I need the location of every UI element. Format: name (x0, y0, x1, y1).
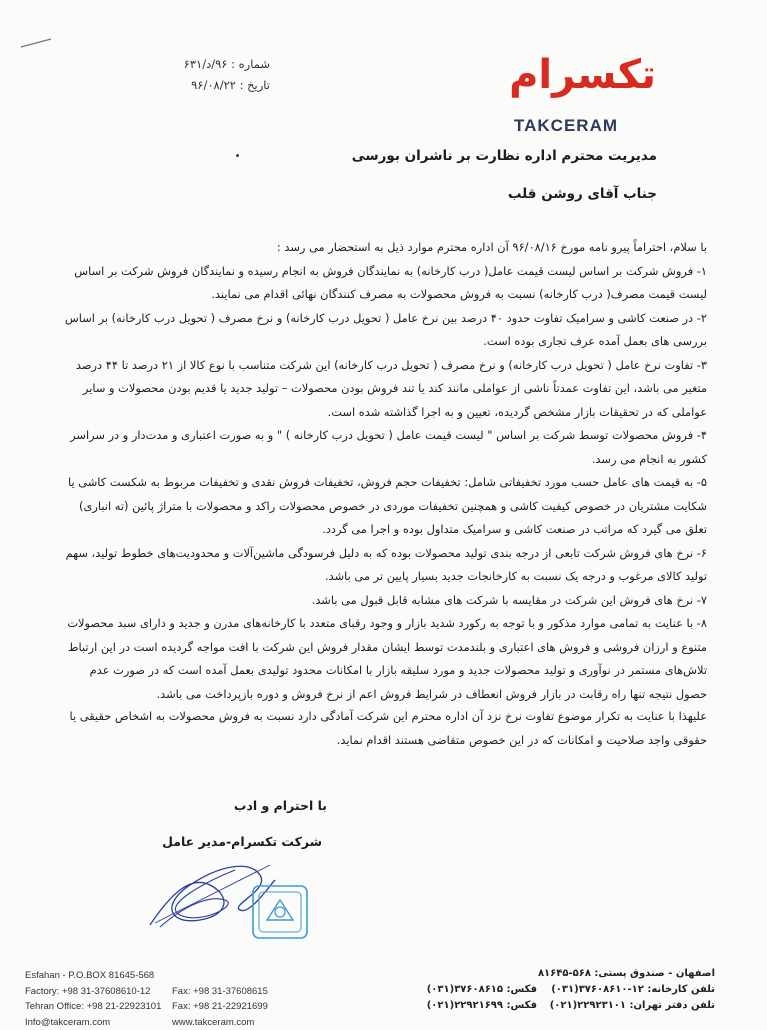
body-paragraph: ۶- نرخ های فروش شرکت تابعی از درجه بندی تولید محصولات بوده که به دلیل فرسودگی ماشین‌آلات و محدودیت‌های خطوط تولید، سهم تولید کالای مرغوب و درجه یک نسبت به کارخانجات جدید بسیار پایین تر می باشد. (62, 542, 707, 589)
regards-line: با احترام و ادب (234, 798, 327, 813)
letter-number: شماره : ۹۶/د/۶۳۱ (150, 54, 270, 75)
logo-persian-text: تکسرام (509, 52, 656, 98)
body-paragraph: ۲- در صنعت کاشی و سرامیک تفاوت حدود ۴۰ درصد بین نرخ عامل ( تحویل درب کارخانه) و نرخ مصرف ( تحویل درب کارخانه) بر اساس بررسی های بعمل آمده عرف تجاری بوده است. (62, 307, 707, 354)
signer-line: شرکت تکسرام-مدیر عامل (162, 834, 322, 849)
letter-date: تاریخ : ۹۶/۰۸/۲۲ (150, 75, 270, 96)
footer-factory-fax: Fax: +98 31-37608615 (172, 984, 268, 1000)
closing-paragraph: علیهذا با عنایت به تکرار موضوع تفاوت نرخ نزد آن اداره محترم این شرکت آمادگی دارد نسبت به فروش محصولات به اشخاص حقیقی یا حقوقی واجد صلاحیت و امکانات که در این خصوص متقاضی هستند اقدام نماید. (62, 705, 707, 752)
footer-fa-factory-phone: تلفن کارخانه: ۱۲-۳۷۶۰۸۶۱۰(۰۳۱) (538, 982, 715, 998)
footer-english-contact (25, 968, 161, 1030)
body-paragraph: ۵- به قیمت های عامل حسب مورد تخفیفاتی شامل: تخفیفات حجم فروش، تخفیفات فروش نقدی و تخفیفات مربوط به شکست کاشی یا شکایت مشتریان در خصوص کیفیت کاشی و همچنین تخفیفات موردی در خصوص محصولات راکد و محصولات با متراژ پائین (ته انباری) تعلق می گیرد که مراتب در صنعت کاشی و سرامیک متداول بوده و اجرا می گردد. (62, 471, 707, 542)
body-paragraph: با سلام، احتراماً پیرو نامه مورخ ۹۶/۰۸/۱۶ آن اداره محترم موارد ذیل به استحضار می رسد : (62, 236, 707, 260)
footer-english-fax (172, 968, 268, 1030)
company-seal-stamp (245, 880, 315, 945)
footer-tehran-phone: Tehran Office: +98 21-22923101 (25, 999, 161, 1015)
footer-address: Esfahan - P.O.BOX 81645-568 (25, 968, 161, 984)
footer-factory-phone: Factory: +98 31-37608610-12 (25, 984, 161, 1000)
footer-blank (172, 968, 268, 984)
logo-english-text: TAKCERAM (514, 116, 618, 136)
body-paragraph: ۱- فروش شرکت بر اساس لیست قیمت عامل( درب کارخانه) به نمایندگان فروش به انجام رسیده و نمایندگان فروش شرکت بر اساس لیست قیمت مصرف( درب کارخانه) نسبت به فروش محصولات به مصرف کنندگان نهائی اقدام می نمایند. (62, 260, 707, 307)
body-paragraph: ۴- فروش محصولات توسط شرکت بر اساس " لیست قیمت عامل ( تحویل درب کارخانه ) " و به صورت اعتباری و مدت‌دار و در سراسر کشور به انجام می رسد. (62, 424, 707, 471)
body-paragraph: ۳- تفاوت نرخ عامل ( تحویل درب کارخانه) و نرخ مصرف ( تحویل درب کارخانه) این شرکت متناسب با نوع کالا از ۲۱ درصد تا ۴۴ درصد متغیر می باشد، این تفاوت عمدتاً ناشی از عواملی مانند کند یا تند فروش بودن محصولات – تولید جدید یا قدیم بودن محصولات و سایر عواملی که در تحقیقات بازار مشخص گردیده، تعیین و به اجرا گذاشته شده است. (62, 354, 707, 425)
company-logo (510, 52, 660, 140)
footer-tehran-fax: Fax: +98 21-22921699 (172, 999, 268, 1015)
honorific-heading: جناب آقای روشن قلب (508, 186, 657, 202)
footer-fa-tehran-fax: فکس: ۲۲۹۲۱۶۹۹(۰۲۱) (427, 998, 537, 1014)
footer-email: Info@takceram.com (25, 1015, 161, 1030)
letter-body (62, 236, 707, 706)
footer-persian-contact (538, 966, 715, 1014)
footer-fa-factory-fax: فکس: ۳۷۶۰۸۶۱۵(۰۳۱) (427, 982, 537, 998)
footer-fa-address: اصفهان - صندوق پستی: ۵۶۸-۸۱۶۴۵ (538, 966, 715, 982)
pen-scratch-mark (20, 38, 52, 48)
footer-website: www.takceram.com (172, 1015, 268, 1030)
footer-fa-tehran-phone: تلفن دفتر تهران: ۲۲۹۲۳۱۰۱(۰۲۱) (538, 998, 715, 1014)
recipient-heading: مدیریت محترم اداره نظارت بر ناشران بورسی (352, 148, 657, 164)
letter-meta (150, 54, 270, 96)
stray-dot (236, 154, 239, 157)
body-paragraph: ۸- با عنایت به تمامی موارد مذکور و با توجه به رکورد شدید بازار و وجود رقبای متعدد با کارخانه‌های مدرن و جدید و دارای سبد محصولات متنوع و ارزان فروشی و فروش های اعتباری و بلندمدت توسط ایشان مقدار فروش این شرکت با افت مواجه گردیده است در این ارتباط تلاش‌های مستمر در نوآوری و تولید محصولات جدید و مورد سلیقه بازار با امکانات محدود تولیدی بعمل آمده است که در صورت عدم حصول نتیجه تنها راه رقابت در بازار فروش انعطاف در شرایط فروش اعم از نرخ فروش و دوره بازپرداخت می باشد. (62, 612, 707, 706)
body-paragraph: ۷- نرخ های فروش این شرکت در مقایسه با شرکت های مشابه قابل قبول می باشد. (62, 589, 707, 613)
footer-persian-fax (427, 982, 537, 1014)
